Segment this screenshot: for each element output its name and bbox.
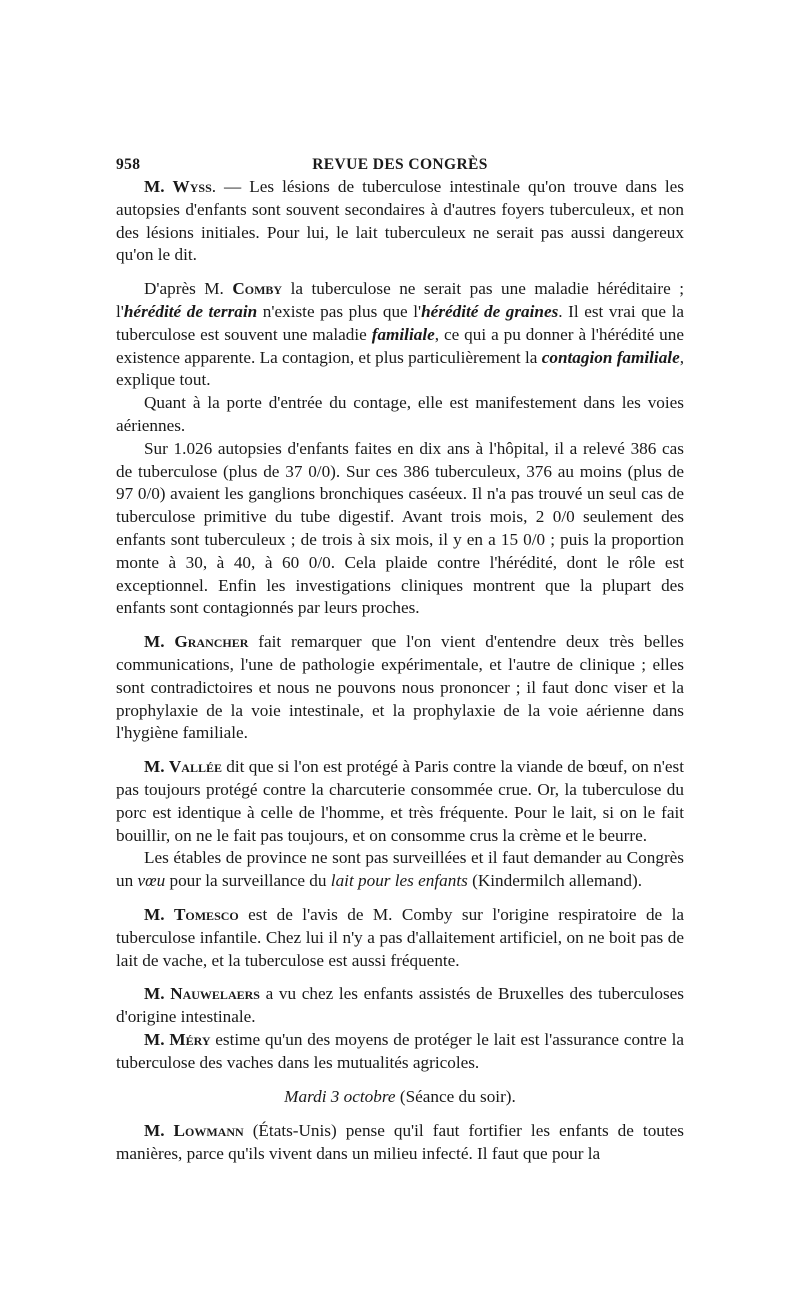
running-title: REVUE DES CONGRÈS xyxy=(312,156,488,173)
book-page xyxy=(116,150,684,1166)
paragraph-lowmann: M. Lowmann (États-Unis) pense qu'il faut fortifier les enfants de toutes manières, parce qu'ils vivent dans un milieu infecté. Il faut que pour la xyxy=(116,1121,684,1164)
running-header xyxy=(116,150,684,176)
speaker-name: Tomesco xyxy=(173,904,239,924)
paragraph-mery: M. Méry estime qu'un des moyens de protéger le lait est l'assurance contre la tuberculose des vaches dans les mutualités agricoles. xyxy=(116,1029,684,1072)
speaker-name: Nauwelaers xyxy=(170,984,260,1004)
paragraph-nauwelaers: M. Nauwelaers a vu chez les enfants assistés de Bruxelles des tuberculoses d'origine intestinale. xyxy=(116,984,684,1027)
session-date-heading: Mardi 3 octobre (Séance du soir). xyxy=(284,1087,516,1107)
paragraph-porte-entree: Quant à la porte d'entrée du contage, elle est manifestement dans les voies aériennes. xyxy=(116,393,684,435)
paragraph-autopsies: Sur 1.026 autopsies d'enfants faites en dix ans à l'hôpital, il a relevé 386 cas de tuberculose (plus de 37 0/0). Sur ces 386 tuberculeux, 376 au moins (plus de 97 0/0) avaient les ganglions bronchiques caséeux. Il n'a pas trouvé un seul cas de tuberculose primitive du tube digestif. Avant trois mois, 2 0/0 seulement des enfants sont tuberculeux ; de trois à six mois, il y en a 15 0/0 ; puis la proportion monte à 30, à 40, à 60 0/0. Cela plaide contre l'hérédité, dont le rôle est exceptionnel. Enfin les investigations cliniques montrent que la plupart des enfants sont contagionnés par leurs proches. xyxy=(116,438,684,618)
paragraph-grancher: M. Grancher fait remarquer que l'on vient d'entendre deux très belles communications, l'une de pathologie expérimentale, et l'autre de clinique ; elles sont contradictoires et nous ne pouvons nous prononcer ; il faut donc viser et la prophylaxie de la voie intestinale, et la prophylaxie de la voie aérienne dans l'hygiène familiale. xyxy=(116,632,684,743)
paragraph-tomesco: M. Tomesco est de l'avis de M. Comby sur l'origine respiratoire de la tuberculose infantile. Chez lui il n'y a pas d'allaitement artificiel, on ne boit pas de lait de vache, et la tuberculose est aussi fréquente. xyxy=(116,904,684,970)
speaker-name: Vallée xyxy=(168,757,222,777)
page-number: 958 xyxy=(116,156,141,173)
speaker-name: Méry xyxy=(169,1029,211,1049)
speaker-name: Grancher xyxy=(174,632,249,652)
speaker-name: Lowmann xyxy=(173,1121,244,1141)
speaker-name: Wyss xyxy=(172,177,212,196)
speaker-name: Comby xyxy=(232,279,283,299)
paragraph-comby: D'après M. Comby la tuberculose ne serait pas une maladie héréditaire ; l'hérédité de terrain n'existe pas plus que l'hérédité de graines. Il est vrai que la tuberculose est souvent une maladie familiale, ce qui a pu donner à l'hérédité une existence apparente. La contagion, et plus particulièrement la contagion familiale, explique tout. xyxy=(116,279,684,390)
paragraph-vallee: M. Vallée dit que si l'on est protégé à Paris contre la viande de bœuf, on n'est pas toujours protégé contre la charcuterie consommée crue. Or, la tuberculose du porc est identique à celle de l'homme, et très fréquente. Pour le lait, si on le fait bouillir, on ne le fait pas toujours, et on consomme crus la crème et le beurre. xyxy=(116,757,684,845)
paragraph-etables: Les étables de province ne sont pas surveillées et il faut demander au Congrès un vœu pour la surveillance du lait pour les enfants (Kindermilch allemand). xyxy=(116,848,684,891)
paragraph-wyss: M. Wyss. — Les lésions de tuberculose intestinale qu'on trouve dans les autopsies d'enfants sont souvent secondaires à d'autres foyers tuberculeux, et non des lésions initiales. Pour lui, le lait tuberculeux ne serait pas aussi dangereux qu'on le dit. xyxy=(116,177,684,265)
